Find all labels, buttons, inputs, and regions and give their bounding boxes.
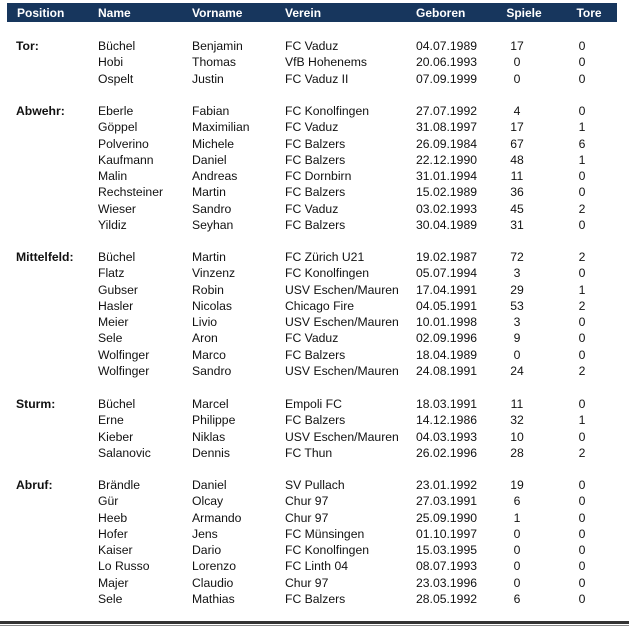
player-name: Sele xyxy=(98,331,123,346)
player-tore: 0 xyxy=(578,559,586,574)
player-spiele: 6 xyxy=(513,494,521,509)
player-name: Sele xyxy=(98,591,123,606)
player-vorname: Martin xyxy=(192,250,226,264)
player-verein: Chur 97 xyxy=(285,575,329,590)
player-vorname: Nicolas xyxy=(192,298,232,313)
player-spiele: 45 xyxy=(510,201,524,216)
position-label: Abruf: xyxy=(16,478,53,492)
player-name: Lo Russo xyxy=(98,559,150,574)
player-verein: USV Eschen/Mauren xyxy=(285,429,399,444)
table-row xyxy=(0,477,629,493)
player-tore: 2 xyxy=(578,363,586,378)
table-row xyxy=(0,54,629,70)
player-spiele: 53 xyxy=(510,298,524,313)
player-verein: FC Balzers xyxy=(285,413,346,428)
table-row xyxy=(0,249,629,265)
player-geboren: 04.03.1993 xyxy=(416,429,477,444)
player-geboren: 04.07.1989 xyxy=(416,39,477,53)
table-row xyxy=(0,168,629,184)
player-verein: FC Vaduz II xyxy=(285,71,349,86)
player-spiele: 48 xyxy=(510,152,524,167)
player-name: Gubser xyxy=(98,282,138,297)
player-spiele: 0 xyxy=(513,575,521,590)
header-vorname: Vorname xyxy=(192,6,243,20)
player-verein: FC Vaduz xyxy=(285,331,339,346)
player-tore: 0 xyxy=(578,429,586,444)
player-verein: FC Balzers xyxy=(285,591,346,606)
player-name: Gür xyxy=(98,494,119,509)
player-vorname: Daniel xyxy=(192,478,227,492)
player-spiele: 11 xyxy=(510,169,524,183)
player-vorname: Andreas xyxy=(192,169,238,183)
player-geboren: 30.04.1989 xyxy=(416,217,477,232)
player-tore: 2 xyxy=(578,445,586,460)
player-tore: 2 xyxy=(578,298,586,313)
player-verein: FC Dornbirn xyxy=(285,169,352,183)
player-geboren: 23.01.1992 xyxy=(416,478,477,492)
player-geboren: 18.03.1991 xyxy=(416,397,477,411)
player-tore: 0 xyxy=(578,543,586,557)
player-tore: 0 xyxy=(578,397,586,411)
player-geboren: 01.10.1997 xyxy=(416,526,477,541)
player-vorname: Dennis xyxy=(192,445,230,460)
player-vorname: Vinzenz xyxy=(192,266,236,281)
player-spiele: 3 xyxy=(513,315,521,329)
player-spiele: 19 xyxy=(510,478,524,492)
player-geboren: 23.03.1996 xyxy=(416,575,477,590)
player-tore: 0 xyxy=(578,71,586,86)
player-geboren: 14.12.1986 xyxy=(416,413,477,428)
table-row xyxy=(0,591,629,607)
player-vorname: Dario xyxy=(192,543,222,557)
player-name: Malin xyxy=(98,169,128,183)
table-row xyxy=(0,314,629,330)
footer-rule-thin xyxy=(0,625,629,626)
player-name: Eberle xyxy=(98,104,134,118)
table-row xyxy=(0,493,629,509)
player-tore: 0 xyxy=(578,217,586,232)
player-name: Meier xyxy=(98,315,129,329)
player-name: Polverino xyxy=(98,136,149,151)
player-verein: FC Vaduz xyxy=(285,201,339,216)
player-name: Wieser xyxy=(98,201,136,216)
player-geboren: 18.04.1989 xyxy=(416,347,477,362)
table-row xyxy=(0,526,629,542)
player-spiele: 17 xyxy=(510,120,524,135)
player-name: Büchel xyxy=(98,250,136,264)
player-verein: FC Vaduz xyxy=(285,39,339,53)
player-verein: FC Zürich U21 xyxy=(285,250,365,264)
player-verein: FC Balzers xyxy=(285,185,346,200)
player-verein: USV Eschen/Mauren xyxy=(285,315,399,329)
player-tore: 0 xyxy=(578,39,586,53)
player-geboren: 08.07.1993 xyxy=(416,559,477,574)
player-spiele: 9 xyxy=(513,331,521,346)
player-spiele: 0 xyxy=(513,71,521,86)
player-geboren: 04.05.1991 xyxy=(416,298,477,313)
header-position: Position xyxy=(17,6,65,20)
player-spiele: 0 xyxy=(513,55,521,70)
table-row xyxy=(0,347,629,363)
header-tore: Tore xyxy=(576,6,602,20)
table-row xyxy=(0,201,629,217)
table-row xyxy=(0,363,629,379)
player-geboren: 24.08.1991 xyxy=(416,363,477,378)
player-vorname: Aron xyxy=(192,331,218,346)
player-name: Heeb xyxy=(98,510,128,525)
player-geboren: 17.04.1991 xyxy=(416,282,477,297)
player-vorname: Philippe xyxy=(192,413,236,428)
player-vorname: Benjamin xyxy=(192,39,243,53)
player-verein: FC Vaduz xyxy=(285,120,339,135)
player-spiele: 32 xyxy=(510,413,524,428)
player-spiele: 11 xyxy=(510,397,524,411)
table-row xyxy=(0,217,629,233)
player-vorname: Livio xyxy=(192,315,218,329)
player-geboren: 26.02.1996 xyxy=(416,445,477,460)
player-spiele: 29 xyxy=(510,282,524,297)
player-name: Büchel xyxy=(98,397,136,411)
player-verein: Chur 97 xyxy=(285,494,329,509)
player-geboren: 15.02.1989 xyxy=(416,185,477,200)
player-vorname: Daniel xyxy=(192,152,227,167)
player-geboren: 27.07.1992 xyxy=(416,104,477,118)
player-vorname: Mathias xyxy=(192,591,235,606)
player-name: Yildiz xyxy=(98,217,127,232)
player-geboren: 28.05.1992 xyxy=(416,591,477,606)
player-tore: 1 xyxy=(578,120,586,135)
player-spiele: 36 xyxy=(510,185,524,200)
player-vorname: Michele xyxy=(192,136,234,151)
header-verein: Verein xyxy=(285,6,322,20)
player-tore: 0 xyxy=(578,526,586,541)
player-tore: 0 xyxy=(578,494,586,509)
player-spiele: 24 xyxy=(510,363,524,378)
player-tore: 0 xyxy=(578,55,586,70)
player-spiele: 28 xyxy=(510,445,524,460)
player-spiele: 6 xyxy=(513,591,521,606)
player-spiele: 31 xyxy=(510,217,524,232)
player-tore: 0 xyxy=(578,347,586,362)
player-verein: FC Konolfingen xyxy=(285,543,370,557)
player-tore: 0 xyxy=(578,591,586,606)
player-vorname: Marco xyxy=(192,347,226,362)
header-geboren: Geboren xyxy=(416,6,466,20)
player-vorname: Armando xyxy=(192,510,242,525)
header-name: Name xyxy=(98,6,131,20)
player-spiele: 0 xyxy=(513,543,521,557)
player-verein: FC Balzers xyxy=(285,152,346,167)
player-name: Flatz xyxy=(98,266,125,281)
player-geboren: 31.08.1997 xyxy=(416,120,477,135)
table-row xyxy=(0,265,629,281)
player-spiele: 0 xyxy=(513,347,521,362)
player-geboren: 07.09.1999 xyxy=(416,71,477,86)
table-row xyxy=(0,396,629,412)
player-geboren: 03.02.1993 xyxy=(416,201,477,216)
player-tore: 2 xyxy=(578,250,586,264)
player-geboren: 05.07.1994 xyxy=(416,266,477,281)
position-label: Mittelfeld: xyxy=(16,250,74,264)
player-name: Wolfinger xyxy=(98,347,150,362)
player-verein: FC Thun xyxy=(285,445,333,460)
player-spiele: 0 xyxy=(513,559,521,574)
player-spiele: 10 xyxy=(510,429,524,444)
table-row xyxy=(0,510,629,526)
player-name: Büchel xyxy=(98,39,136,53)
player-tore: 1 xyxy=(578,413,586,428)
player-verein: FC Balzers xyxy=(285,217,346,232)
player-geboren: 31.01.1994 xyxy=(416,169,477,183)
player-tore: 0 xyxy=(578,266,586,281)
player-geboren: 19.02.1987 xyxy=(416,250,477,264)
player-name: Hasler xyxy=(98,298,134,313)
player-verein: FC Balzers xyxy=(285,136,346,151)
player-name: Rechsteiner xyxy=(98,185,164,200)
table-row xyxy=(0,136,629,152)
player-name: Erne xyxy=(98,413,124,428)
player-vorname: Olcay xyxy=(192,494,224,509)
player-name: Majer xyxy=(98,575,129,590)
player-verein: FC Linth 04 xyxy=(285,559,349,574)
position-label: Tor: xyxy=(16,39,39,53)
player-tore: 6 xyxy=(578,136,586,151)
player-tore: 0 xyxy=(578,169,586,183)
player-vorname: Claudio xyxy=(192,575,234,590)
player-vorname: Lorenzo xyxy=(192,559,237,574)
player-verein: SV Pullach xyxy=(285,478,345,492)
player-vorname: Justin xyxy=(192,71,224,86)
player-spiele: 1 xyxy=(513,510,521,525)
player-tore: 0 xyxy=(578,104,586,118)
player-verein: Chur 97 xyxy=(285,510,329,525)
player-name: Kieber xyxy=(98,429,134,444)
position-label: Abwehr: xyxy=(16,104,65,118)
table-row xyxy=(0,412,629,428)
player-spiele: 17 xyxy=(510,39,524,53)
player-geboren: 25.09.1990 xyxy=(416,510,477,525)
player-geboren: 22.12.1990 xyxy=(416,152,477,167)
player-name: Göppel xyxy=(98,120,138,135)
table-row xyxy=(0,445,629,461)
player-spiele: 3 xyxy=(513,266,521,281)
player-verein: FC Münsingen xyxy=(285,526,365,541)
player-verein: Empoli FC xyxy=(285,397,342,411)
player-geboren: 15.03.1995 xyxy=(416,543,477,557)
player-vorname: Jens xyxy=(192,526,218,541)
player-vorname: Robin xyxy=(192,282,224,297)
table-row xyxy=(0,38,629,54)
player-vorname: Fabian xyxy=(192,104,230,118)
player-geboren: 10.01.1998 xyxy=(416,315,477,329)
table-row xyxy=(0,71,629,87)
footer-rule xyxy=(0,621,629,624)
table-row xyxy=(0,103,629,119)
player-vorname: Marcel xyxy=(192,397,229,411)
player-spiele: 4 xyxy=(513,104,521,118)
player-vorname: Niklas xyxy=(192,429,226,444)
table-row xyxy=(0,575,629,591)
player-name: Ospelt xyxy=(98,71,134,86)
player-name: Wolfinger xyxy=(98,363,150,378)
player-tore: 0 xyxy=(578,575,586,590)
player-tore: 0 xyxy=(578,478,586,492)
table-row xyxy=(0,152,629,168)
table-row xyxy=(0,542,629,558)
player-spiele: 72 xyxy=(510,250,524,264)
player-vorname: Sandro xyxy=(192,363,232,378)
player-tore: 2 xyxy=(578,201,586,216)
player-verein: VfB Hohenems xyxy=(285,55,367,70)
player-vorname: Thomas xyxy=(192,55,237,70)
player-name: Brändle xyxy=(98,478,141,492)
player-vorname: Seyhan xyxy=(192,217,234,232)
player-spiele: 67 xyxy=(510,136,524,151)
player-tore: 1 xyxy=(578,152,586,167)
player-tore: 0 xyxy=(578,510,586,525)
player-verein: USV Eschen/Mauren xyxy=(285,363,399,378)
player-geboren: 02.09.1996 xyxy=(416,331,477,346)
player-vorname: Maximilian xyxy=(192,120,250,135)
player-name: Salanovic xyxy=(98,445,151,460)
player-geboren: 20.06.1993 xyxy=(416,55,477,70)
player-verein: FC Konolfingen xyxy=(285,266,370,281)
table-row xyxy=(0,298,629,314)
player-verein: USV Eschen/Mauren xyxy=(285,282,399,297)
player-tore: 1 xyxy=(578,282,586,297)
header-spiele: Spiele xyxy=(506,6,542,20)
player-spiele: 0 xyxy=(513,526,521,541)
player-name: Hofer xyxy=(98,526,128,541)
table-row xyxy=(0,184,629,200)
table-header xyxy=(7,3,617,22)
player-name: Kaufmann xyxy=(98,152,154,167)
player-geboren: 26.09.1984 xyxy=(416,136,477,151)
player-verein: FC Balzers xyxy=(285,347,346,362)
player-vorname: Sandro xyxy=(192,201,232,216)
player-tore: 0 xyxy=(578,331,586,346)
player-vorname: Martin xyxy=(192,185,226,200)
table-row xyxy=(0,330,629,346)
table-row xyxy=(0,282,629,298)
player-verein: Chicago Fire xyxy=(285,298,355,313)
table-row xyxy=(0,558,629,574)
player-geboren: 27.03.1991 xyxy=(416,494,477,509)
player-verein: FC Konolfingen xyxy=(285,104,370,118)
player-tore: 0 xyxy=(578,185,586,200)
player-name: Hobi xyxy=(98,55,124,70)
table-row xyxy=(0,429,629,445)
player-name: Kaiser xyxy=(98,543,133,557)
table-row xyxy=(0,119,629,135)
position-label: Sturm: xyxy=(16,397,56,411)
player-tore: 0 xyxy=(578,315,586,329)
